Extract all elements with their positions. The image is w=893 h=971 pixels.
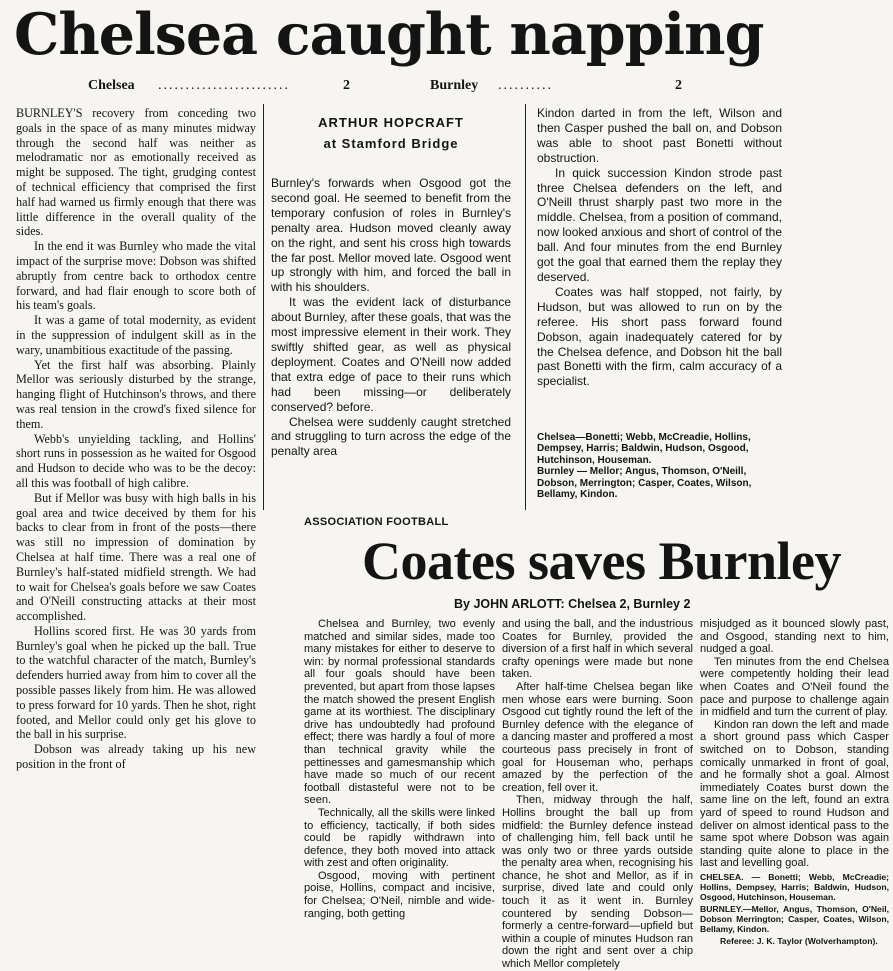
paragraph: Dobson was already taking up his new position in the front of (16, 742, 256, 772)
paragraph: BURNLEY'S recovery from conceding two goals in the space of as many minutes midway through the second half was neither as melodramatic nor as emotionally received as might be supposed. The tight, grudging contest of technical efficiency that comprised the first half had warned us firmly enough that there was little difference in the overall quality of the sides. (16, 106, 256, 239)
score-away-team: Burnley (430, 78, 479, 93)
column-divider (263, 104, 264, 510)
paragraph: Webb's unyielding tackling, and Hollins' short runs in possession as he waited for Osgood and Hudson to decide who was to be the decoy: all this was football of high calibre. (16, 431, 256, 490)
article1-column-3 (537, 106, 782, 430)
headline-coates-saves-burnley: Coates saves Burnley (362, 531, 841, 591)
paragraph: In the end it was Burnley who made the vital impact of the surprise move: Dobson was shifted abruptly from centre back to orthodox centre forward, and had flair enough to score both of his team's goals. (16, 239, 256, 313)
paragraph: Ten minutes from the end Chelsea were competently holding their lead when Coates and O'Neil found the pace and purpose to challenge again in midfield and turn the current of play. (700, 655, 889, 719)
team-lineup: CHELSEA. — Bonetti; Webb, McCreadie; Hollins, Dempsey, Harris; Baldwin, Hudson, Osgood, Hutchinson, Houseman. (700, 871, 889, 902)
team-lineup: Chelsea—Bonetti; Webb, McCreadie, Hollins, Dempsey, Harris; Baldwin, Hudson, Osgood, Hutchinson, Houseman. (537, 432, 751, 466)
venue: at Stamford Bridge (323, 136, 459, 151)
paragraph: It was the evident lack of disturbance about Burnley, after these goals, that was the most impressive element in their work. They swiftly shifted gear, as well as physical deployment. Coates and O'Neill now added that extra edge of pace to their runs which had been missing—or deliberately conserved? before. (271, 295, 511, 414)
article2-byline: By JOHN ARLOTT: Chelsea 2, Burnley 2 (454, 597, 691, 611)
paragraph: Kindon ran down the left and made a short ground pass which Casper switched on to Dobson, standing comically unmarked in front of goal, and he formally shot a goal. Almost immediately Coates burst down the same line on the left, found an extra yard of speed to round Hudson and deliver on almost identical pass to the same spot where Dobson was again standing quite alone to place in the last and levelling goal. (700, 718, 889, 870)
paragraph: After half-time Chelsea began like men whose ears were burning. Soon Osgood cut tightly round the left of the Burnley defence with the elegance of a dancing master and proffered a most courteous pass precisely in front of goal for Houseman who, perhaps amazed by the perfection of the creation, fell over it. (502, 680, 693, 794)
paragraph: In quick succession Kindon strode past three Chelsea defenders on the left, and O'Neill thrust sharply past two more in the middle. Chelsea, from a position of command, now looked anxious and short of control of the ball. And four minutes from the end Burnley got the goal that earned them the replay they deserved. (537, 165, 782, 284)
paragraph: Kindon darted in from the left, Wilson and then Casper pushed the ball on, and Dobson was able to shoot past Bonetti without obstruction. (537, 106, 782, 165)
paragraph: misjudged as it bounced slowly past, and Osgood, standing next to him, nudged a goal. (700, 618, 889, 656)
paragraph: It was a game of total modernity, as evident in the suppression of indulgent skill as in the wary, unambitious exactitude of the passing. (16, 313, 256, 357)
article2-column-2 (502, 618, 693, 971)
score-away-dots: .......... (498, 78, 553, 93)
paragraph: Technically, all the skills were linked to efficiency, tactically, if both sides could be rapidly withdrawn into defence, they both moved into attack with zest and often originality. (304, 806, 495, 870)
score-away-goals: 2 (675, 78, 682, 93)
author-name: ARTHUR HOPCRAFT (318, 115, 464, 130)
headline-chelsea-caught-napping: Chelsea caught napping (14, 1, 764, 68)
paragraph: Chelsea and Burnley, two evenly matched and similar sides, made too many mistakes for either to deserve to win: by normal professional standards all four goals should have been prevented, but apart from those lapses the match showed the present English game at its worthiest. The disciplinary drive has undoubtedly had profound effect; there was hardly a foul of more than technical gravity while the pettinesses and gamesmanship which have made so much of our recent football distasteful were not to be seen. (304, 618, 495, 807)
paragraph: Yet the first half was absorbing. Plainly Mellor was seriously disturbed by the strange, hanging flight of Hutchinson's throws, and there was real tension in the crowd's fixed silence for them. (16, 357, 256, 431)
column-divider (525, 104, 526, 510)
paragraph: and using the ball, and the industrious Coates for Burnley, provided the diversion of a first half in which several crafty openings were made but none taken. (502, 618, 693, 681)
article2-column-1 (304, 618, 495, 948)
paragraph: But if Mellor was busy with high balls in his goal area and twice deceived by them for his backs to clear from in front of the posts—there was still no impression of domination by Chelsea at half time. There was a real one of Burnley's half-stated midfield strength. We had to wait for Chelsea's goals before we saw Coates and O'Neill constructing attacks at their most accomplished. (16, 490, 256, 624)
paragraph: Osgood, moving with pertinent poise, Hollins, compact and incisive, for Chelsea; O'Neil, nimble and wide-ranging, both getting (304, 869, 495, 920)
article1-byline (271, 112, 511, 154)
section-label: ASSOCIATION FOOTBALL (304, 516, 449, 528)
team-lineup: Burnley — Mellor; Angus, Thomson, O'Neill, Dobson, Merrington; Casper, Coates, Wilson, Bellamy, Kindon. (537, 466, 752, 501)
referee: Referee: J. K. Taylor (Wolverhampton). (720, 935, 878, 946)
article1-column-1 (16, 106, 256, 944)
paragraph: Burnley's forwards when Osgood got the second goal. He seemed to benefit from the temporary confusion of roles in Burnley's penalty area. Hudson moved cleanly away on the right, and sent his cross high towards the far post. Mellor moved late. Osgood went up strongly with him, and forced the ball in with his shoulders. (271, 176, 511, 295)
paragraph: Coates was half stopped, not fairly, by Hudson, but was allowed to run on by the referee. His short pass forward found Dobson, again inadequately catered for by the Chelsea defence, and Dobson hit the ball past Bonetti with the firm, calm accuracy of a specialist. (537, 284, 782, 389)
paragraph: Chelsea were suddenly caught stretched and struggling to turn across the edge of the penalty area (271, 414, 511, 459)
article2-column-3 (700, 618, 889, 948)
team-lineup: BURNLEY.—Mellor, Angus, Thomson, O'Neil, Dobson Merrington; Casper, Coates, Wilson, Bellamy, Kindon. (700, 903, 889, 934)
article1-column-2 (271, 176, 511, 504)
score-home-team: Chelsea (88, 78, 135, 93)
score-line (0, 76, 893, 96)
article1-team-lineups (537, 432, 782, 500)
score-home-dots: ........................ (158, 78, 290, 93)
score-home-goals: 2 (343, 78, 350, 93)
paragraph: Then, midway through the half, Hollins brought the ball up from midfield: the Burnley defence instead of challenging him, fell back until he was only two or three yards outside the penalty area when, recognising his chance, he shot and Mellor, as if in surprise, dived late and could only touch it as it went in. Burnley countered by sending Dobson—formerly a centre-forward—upfield but within a couple of minutes Hudson ran down the right and sent over a chip which Mellor completely (502, 794, 693, 971)
paragraph: Hollins scored first. He was 30 yards from Burnley's goal when he picked up the ball. True to the watchful character of the match, Burnley's defenders hurried away from him to cover all the possible passes likely from him. He was allowed to press forward for 10 yards. Then he shot, right footed, and Mellor could only get his glove to the ball in his surprise. (16, 623, 256, 742)
